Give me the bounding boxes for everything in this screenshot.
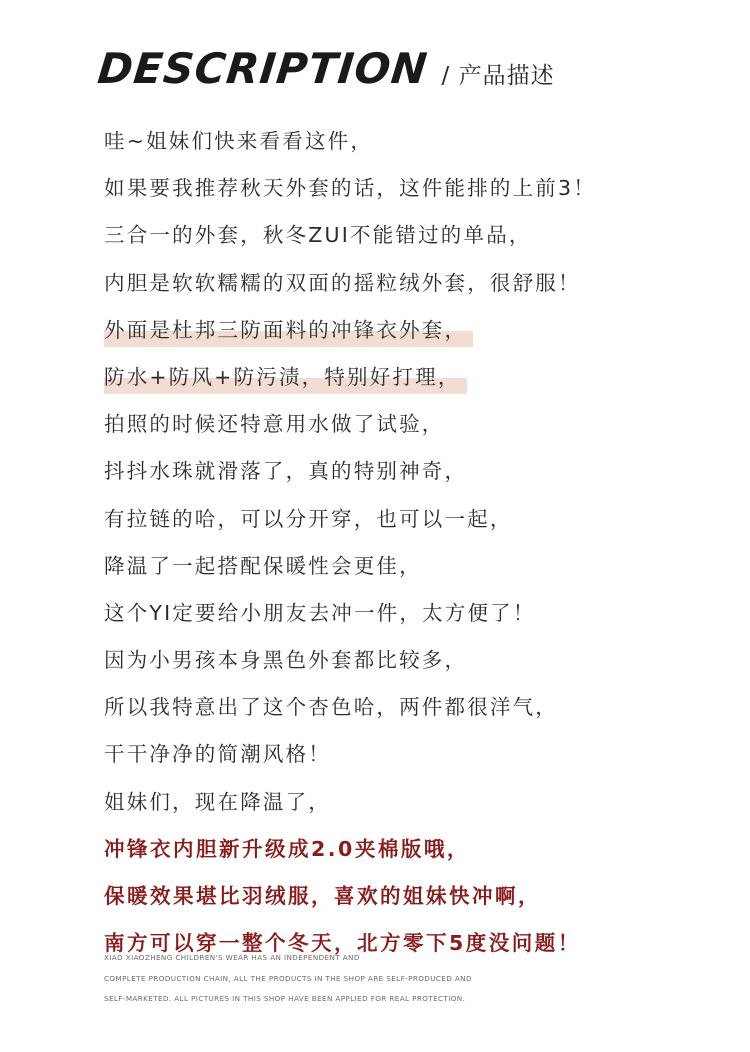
description-line: 三合一的外套，秋冬ZUI不能错过的单品， (104, 223, 532, 248)
description-line: 这个YI定要给小朋友去冲一件，太方便了！ (104, 600, 536, 625)
copyright-line: XIAO XIAOZHENG CHILDREN'S WEAR HAS AN INDEPENDENT AND (104, 953, 360, 962)
description-header (95, 44, 555, 93)
description-line-highlighted: 外面是杜邦三防面料的冲锋衣外套， (104, 310, 596, 357)
description-line-highlighted: 防水+防风+防污渍，特别好打理， (104, 357, 596, 404)
description-line: 如果要我推荐秋天外套的话，这件能排的上前3！ (104, 176, 596, 201)
description-body (104, 121, 596, 970)
description-line-emphasis: 南方可以穿一整个冬天，北方零下5度没问题！ (104, 931, 581, 956)
copyright-notice (104, 952, 472, 1014)
description-line: 抖抖水珠就滑落了，真的特别神奇， (104, 459, 468, 484)
description-line-emphasis: 冲锋衣内胆新升级成2.0夹棉版哦， (104, 836, 470, 861)
copyright-line: SELF-MARKETED. ALL PICTURES IN THIS SHOP HAVE BEEN APPLIED FOR REAL PROTECTION. (104, 994, 466, 1003)
description-line-emphasis: 保暖效果堪比羽绒服，喜欢的姐妹快冲啊， (104, 884, 541, 908)
description-line: 内胆是软软糯糯的双面的摇粒绒外套，很舒服！ (104, 270, 581, 295)
description-line: 因为小男孩本身黑色外套都比较多， (104, 648, 468, 673)
description-line: 降温了一起搭配保暖性会更佳， (104, 553, 422, 578)
description-title: DESCRIPTION (95, 44, 431, 93)
description-line: 干干净净的简潮风格！ (104, 742, 331, 767)
description-line: 姐妹们，现在降温了， (104, 789, 331, 814)
description-line: 所以我特意出了这个杏色哈，两件都很洋气， (104, 695, 558, 720)
description-line: 拍照的时候还特意用水做了试验， (104, 412, 445, 437)
description-line: 哇~姐妹们快来看看这件， (104, 129, 374, 153)
description-line: 有拉链的哈，可以分开穿，也可以一起， (104, 506, 513, 531)
description-subtitle-cn: / 产品描述 (441, 63, 555, 89)
copyright-line: COMPLETE PRODUCTION CHAIN, ALL THE PRODUCTS IN THE SHOP ARE SELF-PRODUCED AND (104, 973, 472, 983)
